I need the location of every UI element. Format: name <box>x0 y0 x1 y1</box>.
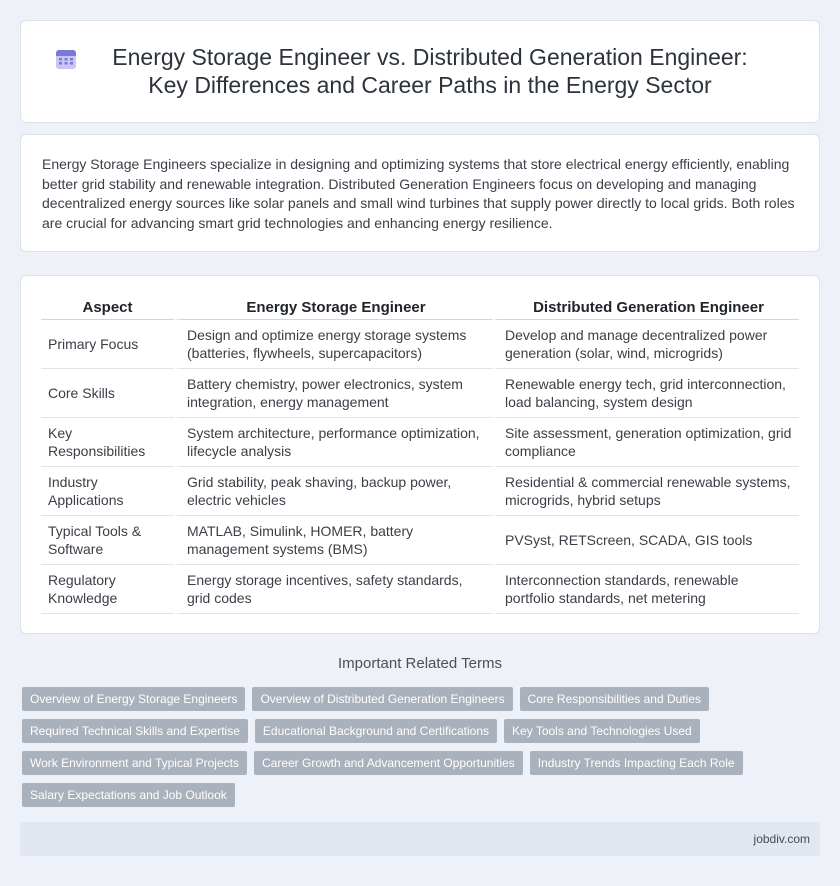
table-row <box>41 369 799 418</box>
related-term-tag[interactable]: Overview of Distributed Generation Engineers <box>252 687 512 711</box>
distributed-generation-cell: Site assessment, generation optimization, grid compliance <box>492 418 799 467</box>
table-row <box>41 418 799 467</box>
energy-storage-cell: System architecture, performance optimization, lifecycle analysis <box>174 418 492 467</box>
distributed-generation-cell: PVSyst, RETScreen, SCADA, GIS tools <box>492 516 799 565</box>
page-title: Energy Storage Engineer vs. Distributed Generation Engineer: Key Differences and Career Paths in the Energy Sector <box>112 44 748 98</box>
table-row <box>41 516 799 565</box>
comparison-table-card <box>20 275 820 634</box>
distributed-generation-cell: Renewable energy tech, grid interconnection, load balancing, system design <box>492 369 799 418</box>
aspect-cell: Core Skills <box>41 369 174 418</box>
related-term-tag[interactable]: Required Technical Skills and Expertise <box>22 719 248 743</box>
related-term-tag[interactable]: Work Environment and Typical Projects <box>22 751 247 775</box>
footer-bar <box>20 822 820 856</box>
energy-storage-cell: Design and optimize energy storage systems (batteries, flywheels, supercapacitors) <box>174 320 492 369</box>
column-header-distributed-generation: Distributed Generation Engineer <box>492 295 799 320</box>
intro-paragraph: Energy Storage Engineers specialize in designing and optimizing systems that store electrical energy efficiently, enabling better grid stability and renewable integration. Distributed Generation Engineers focus on developing and managing decentralized energy sources like solar panels and small wind turbines that supply power directly to local grids. Both roles are crucial for advancing smart grid technologies and enhancing energy resilience. <box>42 156 795 231</box>
aspect-cell: Primary Focus <box>41 320 174 369</box>
distributed-generation-cell: Residential & commercial renewable systems, microgrids, hybrid setups <box>492 467 799 516</box>
aspect-cell: Key Responsibilities <box>41 418 174 467</box>
aspect-cell: Industry Applications <box>41 467 174 516</box>
title-card <box>20 20 820 123</box>
related-term-tag[interactable]: Career Growth and Advancement Opportunities <box>254 751 523 775</box>
distributed-generation-cell: Develop and manage decentralized power generation (solar, wind, microgrids) <box>492 320 799 369</box>
related-term-tag[interactable]: Overview of Energy Storage Engineers <box>22 687 245 711</box>
energy-storage-cell: Grid stability, peak shaving, backup power, electric vehicles <box>174 467 492 516</box>
table-row <box>41 467 799 516</box>
table-row <box>41 565 799 614</box>
related-terms-list <box>22 687 802 807</box>
aspect-cell: Regulatory Knowledge <box>41 565 174 614</box>
column-header-energy-storage: Energy Storage Engineer <box>174 295 492 320</box>
table-header-row <box>41 295 799 320</box>
column-header-aspect: Aspect <box>41 295 174 320</box>
related-term-tag[interactable]: Industry Trends Impacting Each Role <box>530 751 743 775</box>
related-term-tag[interactable]: Salary Expectations and Job Outlook <box>22 783 235 807</box>
distributed-generation-cell: Interconnection standards, renewable portfolio standards, net metering <box>492 565 799 614</box>
intro-card <box>20 134 820 252</box>
energy-storage-cell: Battery chemistry, power electronics, system integration, energy management <box>174 369 492 418</box>
energy-storage-cell: MATLAB, Simulink, HOMER, battery management systems (BMS) <box>174 516 492 565</box>
aspect-cell: Typical Tools & Software <box>41 516 174 565</box>
comparison-table <box>41 295 799 614</box>
related-term-tag[interactable]: Educational Background and Certifications <box>255 719 497 743</box>
related-term-tag[interactable]: Key Tools and Technologies Used <box>504 719 700 743</box>
footer-site-link[interactable]: jobdiv.com <box>753 832 810 846</box>
energy-storage-cell: Energy storage incentives, safety standards, grid codes <box>174 565 492 614</box>
related-term-tag[interactable]: Core Responsibilities and Duties <box>520 687 709 711</box>
table-row <box>41 320 799 369</box>
related-terms-heading: Important Related Terms <box>338 655 502 672</box>
